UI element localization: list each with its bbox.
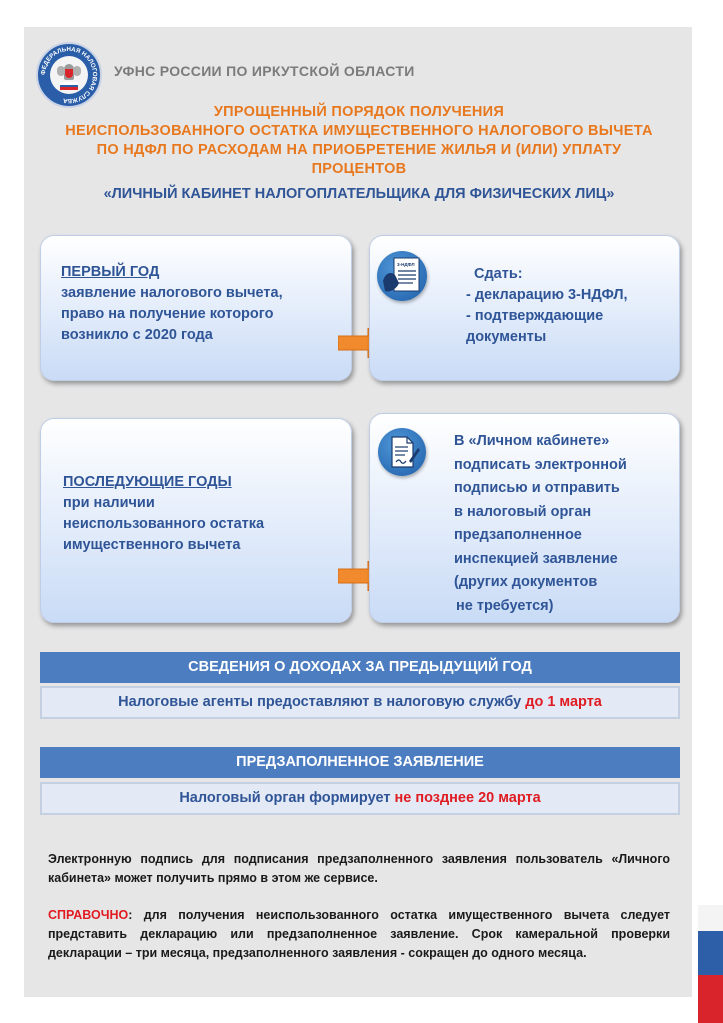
prefilled-application-deadline: не позднее 20 марта [394,790,541,806]
card-line: неиспользованного остатка [63,516,265,532]
subsequent-years-card [40,418,352,623]
card-line: подписать электронной [454,456,627,473]
card-line: предзаполненное [454,527,582,543]
logo-emblem [50,56,88,94]
subsequent-years-heading: ПОСЛЕДУЮЩИЕ ГОДЫ [63,474,232,490]
card-line: в налоговый орган [454,503,592,520]
income-info-text: Налоговые агенты предоставляют в налоговую службу [118,694,526,710]
income-info-heading: СВЕДЕНИЯ О ДОХОДАХ ЗА ПРЕДЫДУЩИЙ ГОД [40,652,680,683]
title-line: ПО НДФЛ ПО РАСХОДАМ НА ПРИОБРЕТЕНИЕ ЖИЛЬЯ И (ИЛИ) УПЛАТУ [96,142,622,158]
logo-ring-text: ФЕДЕРАЛЬНАЯ НАЛОГОВАЯ СЛУЖБА [39,45,99,105]
income-info-deadline: до 1 марта [525,694,602,710]
card-line: документы [466,329,547,345]
shield-icon [65,69,73,78]
card-line: право на получение которого [61,306,274,322]
card-line: подписью и отправить [454,480,620,496]
reference-note [48,906,670,963]
title-line: НЕИСПОЛЬЗОВАННОГО ОСТАТКА ИМУЩЕСТВЕННОГО НАЛОГОВОГО ВЫЧЕТА [65,123,653,139]
card-line: не требуется) [456,597,554,614]
prefilled-application-body [40,782,680,815]
card-line: (других документов [454,574,598,590]
first-year-card [40,235,352,381]
card-line: имущественного вычета [63,537,241,553]
card-line: возникло с 2020 года [61,327,213,343]
card-line: - декларацию 3-НДФЛ, [466,287,628,303]
declaration-icon-label: 3-НДФЛ [397,262,415,267]
title-line: ПРОЦЕНТОВ [311,161,407,177]
tricolor-flag-icon [60,82,78,90]
flag-stripe-red [698,975,723,1023]
signature-note: Электронную подпись для подписания предзаполненного заявления пользователь «Личного кабинета» может получить прямо в этом же сервисе. [48,852,670,885]
card-line: Сдать: [474,266,523,282]
card-line: при наличии [63,495,155,511]
page-subtitle: «ЛИЧНЫЙ КАБИНЕТ НАЛОГОПЛАТЕЛЬЩИКА ДЛЯ ФИЗИЧЕСКИХ ЛИЦ» [103,186,615,202]
reference-text: : для получения неиспользованного остатка имущественного вычета следует представить декларацию или предзаполненное заявление. Срок камеральной проверки декларации – три месяца, предзаполненного заявления - сокращен до одного месяца. [48,908,670,960]
organization-name: УФНС РОССИИ ПО ИРКУТСКОЙ ОБЛАСТИ [114,63,415,79]
flag-stripe-blue [698,931,723,975]
card-line: - подтверждающие [466,308,604,324]
card-line: В «Личном кабинете» [454,433,610,449]
title-line: УПРОЩЕННЫЙ ПОРЯДОК ПОЛУЧЕНИЯ [213,104,505,120]
fns-logo [36,42,102,108]
prefilled-application-heading: ПРЕДЗАПОЛНЕННОЕ ЗАЯВЛЕНИЕ [40,747,680,778]
declaration-icon [377,251,427,301]
flag-stripe-white [698,905,723,931]
card-line: заявление налогового вычета, [61,285,283,301]
reference-label: СПРАВОЧНО [48,908,129,922]
first-year-heading: ПЕРВЫЙ ГОД [61,264,160,280]
card-line: инспекцией заявление [454,550,618,567]
prefilled-application-text: Налоговый орган формирует [179,790,395,806]
page-title [30,103,688,179]
income-info-body [40,686,680,719]
signed-document-icon [378,428,426,476]
